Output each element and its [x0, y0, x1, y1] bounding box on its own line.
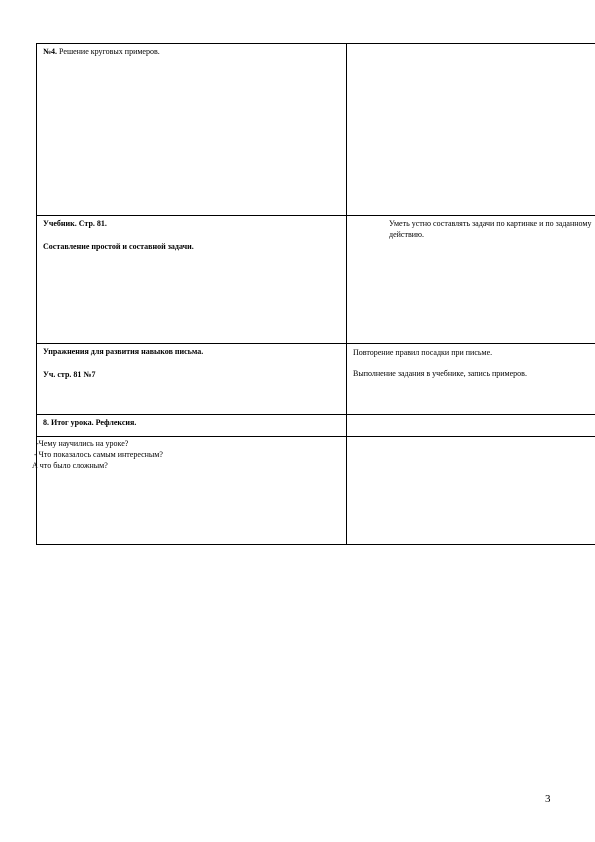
table-cell-activity — [37, 344, 347, 415]
textbook-reference: Учебник. Стр. 81. — [43, 219, 107, 228]
page-number: 3 — [545, 793, 551, 805]
table-row — [37, 216, 595, 344]
table-row — [37, 44, 595, 216]
table-cell-result — [347, 344, 595, 415]
table-cell-result — [347, 437, 595, 545]
task-title: Решение круговых примеров. — [57, 47, 160, 56]
table-cell-result — [347, 216, 595, 344]
table-cell-activity — [37, 216, 347, 344]
table-row — [37, 437, 595, 545]
table-cell-result — [347, 415, 595, 437]
table-cell-result — [347, 44, 595, 216]
reflection-question: -Чему научились на уроке? — [36, 439, 129, 448]
exercise-reference: Уч. стр. 81 №7 — [43, 370, 96, 379]
reflection-question: - Что показалось самым интересным? — [34, 450, 163, 459]
table-cell-activity — [32, 437, 347, 545]
task-number: №4. — [43, 47, 58, 56]
result-line-1: Повторение правил посадки при письме. — [353, 348, 493, 357]
task-description: Составление простой и составной задачи. — [43, 242, 194, 251]
table-cell-activity — [37, 415, 347, 437]
table-row — [37, 415, 595, 437]
exercise-title: Упражнения для развития навыков письма. — [43, 347, 204, 356]
lesson-plan-table — [32, 43, 595, 545]
result-text: Уметь устно составлять задачи по картинке и по заданному действию. — [389, 219, 592, 239]
result-line-2: Выполнение задания в учебнике, запись примеров. — [353, 369, 527, 378]
reflection-question: А что было сложным? — [32, 461, 108, 470]
table-row — [37, 344, 595, 415]
summary-title: 8. Итог урока. Рефлексия. — [43, 418, 137, 427]
table-cell-activity — [37, 44, 347, 216]
